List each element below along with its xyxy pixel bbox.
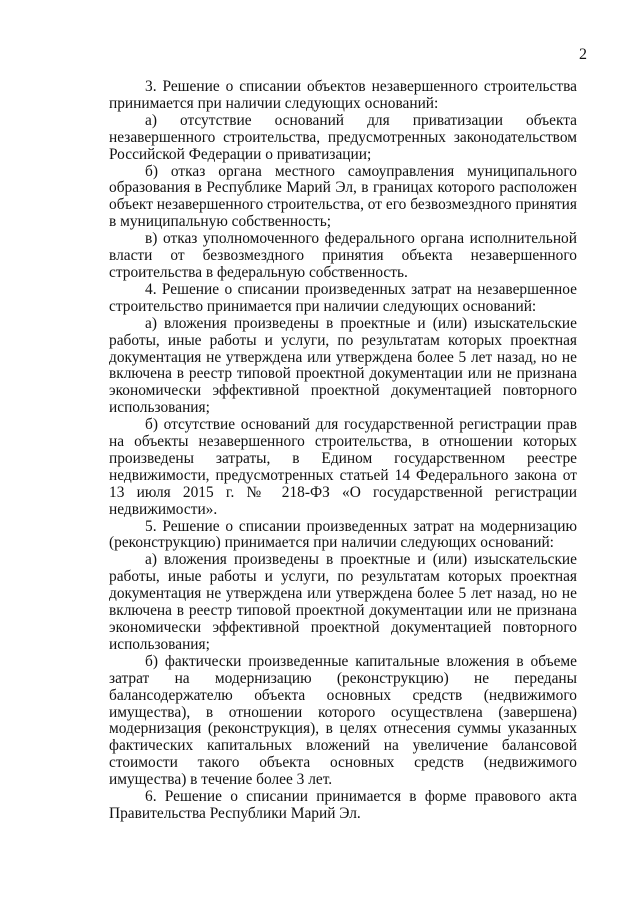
paragraph-6: 6. Решение о списании принимается в форме правового акта Правительства Республики Марий Эл. [109,788,577,822]
page-number: 2 [579,46,587,63]
document-body [109,79,577,823]
paragraph-5b: б) фактически произведенные капитальные вложения в объеме затрат на модернизацию (реконструкцию) не переданы балансодержателю объекта основных средств (недвижимого имущества), в отношении которого осуществлена (завершена) модернизация (реконструкция), в целях отнесения суммы указанных фактических капитальных вложений на увеличение балансовой стоимости такого объекта основных средств (недвижимого имущества) в течение более 3 лет. [109,652,577,789]
paragraph-3b: б) отказ органа местного самоуправления муниципального образования в Республике Марий Эл, в границах которого расположен объект незавершенного строительства, от его безвозмездного принятия в муниципальную собственность; [109,162,577,231]
paragraph-3a: а) отсутствие оснований для приватизации объекта незавершенного строительства, предусмотренных законодательством Российской Федерации о приватизации; [109,111,577,163]
paragraph-4a: а) вложения произведены в проектные и (или) изыскательские работы, иные работы и услуги, по результатам которых проектная документация не утверждена или утверждена более 5 лет назад, но не включена в реестр типовой проектной документации или не признана экономически эффективной проектной документацией повторного использования; [109,314,577,417]
paragraph-3-intro: 3. Решение о списании объектов незавершенного строительства принимается при наличии следующих оснований: [109,78,577,112]
paragraph-5a: а) вложения произведены в проектные и (или) изыскательские работы, иные работы и услуги, по результатам которых проектная документация не утверждена или утверждена более 5 лет назад, но не включена в реестр типовой проектной документации или не признана экономически эффективной проектной документацией повторного использования; [109,551,577,653]
paragraph-3c: в) отказ уполномоченного федерального органа исполнительной власти от безвозмездного принятия объекта незавершенного строительства в федеральную собственность. [109,230,577,281]
paragraph-4b: б) отсутствие оснований для государственной регистрации прав на объекты незавершенного строительства, в отношении которых произведены затраты, в Едином государственном реестре недвижимости, предусмотренных статьей 14 Федерального закона от 13 июля 2015 г. № 218-ФЗ «О государственной регистрации недвижимости». [109,416,577,518]
paragraph-5-intro: 5. Решение о списании произведенных затрат на модернизацию (реконструкцию) принимается при наличии следующих оснований: [109,517,577,552]
paragraph-4-intro: 4. Решение о списании произведенных затрат на незавершенное строительство принимается при наличии следующих оснований: [109,280,577,315]
